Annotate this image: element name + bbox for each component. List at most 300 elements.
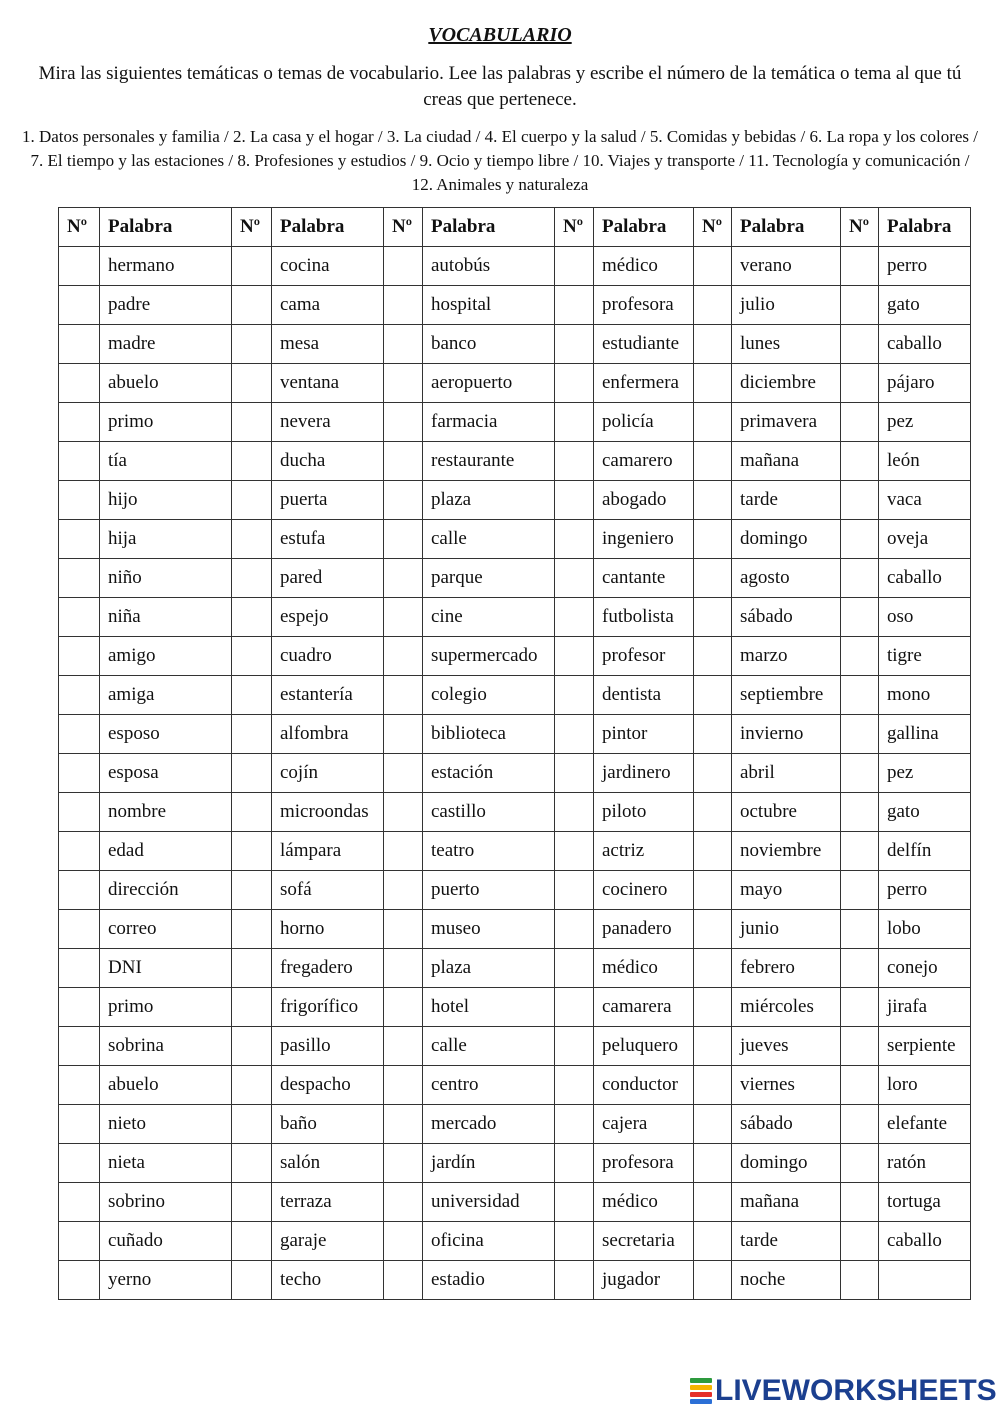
answer-number-cell[interactable] — [232, 1183, 272, 1222]
answer-number-cell[interactable] — [694, 949, 732, 988]
word-cell: lámpara — [272, 832, 384, 871]
word-cell: viernes — [732, 1066, 841, 1105]
table-row — [59, 949, 971, 988]
word-cell: lunes — [732, 325, 841, 364]
word-cell: hijo — [100, 481, 232, 520]
table-row — [59, 520, 971, 559]
answer-number-cell[interactable] — [555, 598, 594, 637]
word-cell: alfombra — [272, 715, 384, 754]
answer-number-cell[interactable] — [384, 637, 423, 676]
answer-number-cell[interactable] — [841, 871, 879, 910]
word-cell: cine — [423, 598, 555, 637]
word-cell: nieto — [100, 1105, 232, 1144]
word-cell: centro — [423, 1066, 555, 1105]
answer-number-cell[interactable] — [694, 1222, 732, 1261]
answer-number-cell[interactable] — [841, 1222, 879, 1261]
answer-number-cell[interactable] — [555, 325, 594, 364]
answer-number-cell[interactable] — [232, 832, 272, 871]
answer-number-cell[interactable] — [384, 559, 423, 598]
answer-number-cell[interactable] — [555, 520, 594, 559]
answer-number-cell[interactable] — [384, 1261, 423, 1300]
answer-number-cell[interactable] — [59, 1066, 100, 1105]
word-cell: elefante — [879, 1105, 971, 1144]
word-cell: serpiente — [879, 1027, 971, 1066]
answer-number-cell[interactable] — [555, 637, 594, 676]
answer-number-cell[interactable] — [232, 481, 272, 520]
answer-number-cell[interactable] — [841, 1144, 879, 1183]
answer-number-cell[interactable] — [384, 364, 423, 403]
answer-number-cell[interactable] — [555, 832, 594, 871]
word-cell: panadero — [594, 910, 694, 949]
answer-number-cell[interactable] — [232, 403, 272, 442]
word-cell: estufa — [272, 520, 384, 559]
word-cell: verano — [732, 247, 841, 286]
word-cell: profesora — [594, 1144, 694, 1183]
word-cell: fregadero — [272, 949, 384, 988]
word-cell: abogado — [594, 481, 694, 520]
answer-number-cell[interactable] — [694, 988, 732, 1027]
answer-number-cell[interactable] — [232, 1144, 272, 1183]
word-cell: DNI — [100, 949, 232, 988]
answer-number-cell[interactable] — [694, 715, 732, 754]
word-cell: niña — [100, 598, 232, 637]
word-cell: mayo — [732, 871, 841, 910]
answer-number-cell[interactable] — [555, 1066, 594, 1105]
answer-number-cell[interactable] — [59, 1144, 100, 1183]
column-header-word: Palabra — [594, 208, 694, 247]
answer-number-cell[interactable] — [694, 910, 732, 949]
word-cell: puerta — [272, 481, 384, 520]
word-cell: abril — [732, 754, 841, 793]
word-cell: noche — [732, 1261, 841, 1300]
answer-number-cell[interactable] — [384, 871, 423, 910]
table-row — [59, 1027, 971, 1066]
word-cell: agosto — [732, 559, 841, 598]
answer-number-cell[interactable] — [59, 793, 100, 832]
table-row — [59, 247, 971, 286]
column-header-word: Palabra — [879, 208, 971, 247]
word-cell: camarera — [594, 988, 694, 1027]
word-cell: techo — [272, 1261, 384, 1300]
word-cell: cocinero — [594, 871, 694, 910]
answer-number-cell[interactable] — [232, 364, 272, 403]
answer-number-cell[interactable] — [694, 1261, 732, 1300]
word-cell: tarde — [732, 1222, 841, 1261]
answer-number-cell[interactable] — [59, 442, 100, 481]
answer-number-cell[interactable] — [841, 1105, 879, 1144]
word-cell: amigo — [100, 637, 232, 676]
word-cell: mercado — [423, 1105, 555, 1144]
word-cell: caballo — [879, 325, 971, 364]
answer-number-cell[interactable] — [232, 442, 272, 481]
word-cell: edad — [100, 832, 232, 871]
answer-number-cell[interactable] — [59, 637, 100, 676]
answer-number-cell[interactable] — [694, 832, 732, 871]
word-cell: junio — [732, 910, 841, 949]
word-cell: niño — [100, 559, 232, 598]
answer-number-cell[interactable] — [59, 1222, 100, 1261]
logo-stripe — [690, 1392, 712, 1397]
answer-number-cell[interactable] — [841, 637, 879, 676]
answer-number-cell[interactable] — [694, 481, 732, 520]
answer-number-cell[interactable] — [59, 1027, 100, 1066]
word-cell: sobrino — [100, 1183, 232, 1222]
word-cell: microondas — [272, 793, 384, 832]
answer-number-cell[interactable] — [232, 676, 272, 715]
word-cell: sofá — [272, 871, 384, 910]
answer-number-cell[interactable] — [59, 832, 100, 871]
answer-number-cell[interactable] — [841, 910, 879, 949]
answer-number-cell[interactable] — [555, 793, 594, 832]
word-cell: diciembre — [732, 364, 841, 403]
word-cell: colegio — [423, 676, 555, 715]
word-cell: frigorífico — [272, 988, 384, 1027]
answer-number-cell[interactable] — [841, 247, 879, 286]
answer-number-cell[interactable] — [841, 754, 879, 793]
word-cell: febrero — [732, 949, 841, 988]
word-cell: jueves — [732, 1027, 841, 1066]
answer-number-cell[interactable] — [841, 949, 879, 988]
answer-number-cell[interactable] — [384, 754, 423, 793]
answer-number-cell[interactable] — [384, 325, 423, 364]
word-cell: primo — [100, 988, 232, 1027]
word-cell: profesora — [594, 286, 694, 325]
word-cell: jirafa — [879, 988, 971, 1027]
answer-number-cell[interactable] — [555, 1144, 594, 1183]
answer-number-cell[interactable] — [232, 715, 272, 754]
answer-number-cell[interactable] — [384, 520, 423, 559]
word-cell: peluquero — [594, 1027, 694, 1066]
answer-number-cell[interactable] — [555, 871, 594, 910]
answer-number-cell[interactable] — [59, 325, 100, 364]
column-header-word: Palabra — [100, 208, 232, 247]
word-cell: correo — [100, 910, 232, 949]
word-cell: conejo — [879, 949, 971, 988]
answer-number-cell[interactable] — [59, 520, 100, 559]
answer-number-cell[interactable] — [59, 403, 100, 442]
answer-number-cell[interactable] — [384, 598, 423, 637]
answer-number-cell[interactable] — [694, 403, 732, 442]
answer-number-cell[interactable] — [384, 1183, 423, 1222]
word-cell: padre — [100, 286, 232, 325]
answer-number-cell[interactable] — [841, 1261, 879, 1300]
word-cell: esposo — [100, 715, 232, 754]
answer-number-cell[interactable] — [384, 832, 423, 871]
answer-number-cell[interactable] — [384, 286, 423, 325]
answer-number-cell[interactable] — [232, 1261, 272, 1300]
word-cell: perro — [879, 247, 971, 286]
answer-number-cell[interactable] — [555, 1105, 594, 1144]
answer-number-cell[interactable] — [232, 1066, 272, 1105]
answer-number-cell[interactable] — [841, 793, 879, 832]
word-cell: profesor — [594, 637, 694, 676]
column-header-number: Nº — [232, 208, 272, 247]
answer-number-cell[interactable] — [694, 325, 732, 364]
answer-number-cell[interactable] — [384, 481, 423, 520]
answer-number-cell[interactable] — [59, 1261, 100, 1300]
word-cell: policía — [594, 403, 694, 442]
answer-number-cell[interactable] — [694, 247, 732, 286]
answer-number-cell[interactable] — [232, 559, 272, 598]
word-cell: supermercado — [423, 637, 555, 676]
answer-number-cell[interactable] — [59, 988, 100, 1027]
answer-number-cell[interactable] — [384, 247, 423, 286]
word-cell: biblioteca — [423, 715, 555, 754]
answer-number-cell[interactable] — [232, 1027, 272, 1066]
answer-number-cell[interactable] — [555, 481, 594, 520]
word-cell: garaje — [272, 1222, 384, 1261]
answer-number-cell[interactable] — [841, 325, 879, 364]
answer-number-cell[interactable] — [59, 949, 100, 988]
answer-number-cell[interactable] — [59, 910, 100, 949]
table-row — [59, 1144, 971, 1183]
answer-number-cell[interactable] — [232, 754, 272, 793]
word-cell: parque — [423, 559, 555, 598]
answer-number-cell[interactable] — [232, 1222, 272, 1261]
word-cell: primo — [100, 403, 232, 442]
word-cell: enfermera — [594, 364, 694, 403]
answer-number-cell[interactable] — [232, 988, 272, 1027]
word-cell — [879, 1261, 971, 1300]
answer-number-cell[interactable] — [232, 325, 272, 364]
answer-number-cell[interactable] — [384, 403, 423, 442]
word-cell: actriz — [594, 832, 694, 871]
answer-number-cell[interactable] — [232, 871, 272, 910]
word-cell: pintor — [594, 715, 694, 754]
answer-number-cell[interactable] — [555, 286, 594, 325]
column-header-number: Nº — [59, 208, 100, 247]
table-row — [59, 1105, 971, 1144]
themes-list: 1. Datos personales y familia / 2. La casa y el hogar / 3. La ciudad / 4. El cuerpo y la salud / 5. Comidas y bebidas / 6. La ropa y los colores / 7. El tiempo y las estaciones / 8. Profesiones y estudios / 9. Ocio y tiempo libre / 10. Viajes y transporte / 11. Tecnología y comunicación / 12. Animales y naturaleza — [21, 127, 978, 194]
answer-number-cell[interactable] — [59, 481, 100, 520]
word-cell: gallina — [879, 715, 971, 754]
word-cell: terraza — [272, 1183, 384, 1222]
answer-number-cell[interactable] — [555, 403, 594, 442]
word-cell: mañana — [732, 442, 841, 481]
answer-number-cell[interactable] — [232, 520, 272, 559]
answer-number-cell[interactable] — [694, 1183, 732, 1222]
answer-number-cell[interactable] — [694, 520, 732, 559]
word-cell: calle — [423, 520, 555, 559]
answer-number-cell[interactable] — [555, 364, 594, 403]
answer-number-cell[interactable] — [694, 793, 732, 832]
word-cell: nombre — [100, 793, 232, 832]
answer-number-cell[interactable] — [384, 676, 423, 715]
table-header-row — [59, 208, 971, 247]
answer-number-cell[interactable] — [384, 910, 423, 949]
answer-number-cell[interactable] — [232, 910, 272, 949]
word-cell: pez — [879, 403, 971, 442]
liveworksheets-logo — [690, 1375, 997, 1407]
answer-number-cell[interactable] — [841, 286, 879, 325]
logo-text: LIVEWORKSHEETS — [715, 1374, 997, 1407]
word-cell: julio — [732, 286, 841, 325]
word-cell: jugador — [594, 1261, 694, 1300]
answer-number-cell[interactable] — [59, 676, 100, 715]
answer-number-cell[interactable] — [59, 559, 100, 598]
answer-number-cell[interactable] — [841, 1027, 879, 1066]
answer-number-cell[interactable] — [841, 988, 879, 1027]
answer-number-cell[interactable] — [232, 286, 272, 325]
word-cell: puerto — [423, 871, 555, 910]
answer-number-cell[interactable] — [59, 247, 100, 286]
answer-number-cell[interactable] — [59, 598, 100, 637]
answer-number-cell[interactable] — [59, 1105, 100, 1144]
word-cell: pájaro — [879, 364, 971, 403]
word-cell: hermano — [100, 247, 232, 286]
word-cell: oso — [879, 598, 971, 637]
answer-number-cell[interactable] — [384, 1105, 423, 1144]
word-cell: noviembre — [732, 832, 841, 871]
word-cell: autobús — [423, 247, 555, 286]
answer-number-cell[interactable] — [841, 832, 879, 871]
table-row — [59, 1183, 971, 1222]
answer-number-cell[interactable] — [694, 1144, 732, 1183]
word-cell: estantería — [272, 676, 384, 715]
answer-number-cell[interactable] — [694, 871, 732, 910]
word-cell: plaza — [423, 481, 555, 520]
answer-number-cell[interactable] — [384, 442, 423, 481]
answer-number-cell[interactable] — [694, 364, 732, 403]
word-cell: vaca — [879, 481, 971, 520]
liveworksheets-mark-icon — [690, 1377, 712, 1405]
word-cell: médico — [594, 949, 694, 988]
answer-number-cell[interactable] — [694, 286, 732, 325]
answer-number-cell[interactable] — [555, 442, 594, 481]
answer-number-cell[interactable] — [555, 1261, 594, 1300]
word-cell: cajera — [594, 1105, 694, 1144]
answer-number-cell[interactable] — [555, 676, 594, 715]
answer-number-cell[interactable] — [384, 1222, 423, 1261]
worksheet-title: VOCABULARIO — [428, 24, 572, 46]
answer-number-cell[interactable] — [384, 1144, 423, 1183]
word-cell: ducha — [272, 442, 384, 481]
word-cell: ventana — [272, 364, 384, 403]
word-cell: plaza — [423, 949, 555, 988]
word-cell: nevera — [272, 403, 384, 442]
word-cell: camarero — [594, 442, 694, 481]
answer-number-cell[interactable] — [555, 754, 594, 793]
answer-number-cell[interactable] — [555, 247, 594, 286]
table-row — [59, 832, 971, 871]
answer-number-cell[interactable] — [232, 793, 272, 832]
word-cell: león — [879, 442, 971, 481]
answer-number-cell[interactable] — [694, 1027, 732, 1066]
word-cell: yerno — [100, 1261, 232, 1300]
word-cell: sobrina — [100, 1027, 232, 1066]
column-header-number: Nº — [384, 208, 423, 247]
answer-number-cell[interactable] — [384, 793, 423, 832]
answer-number-cell[interactable] — [694, 676, 732, 715]
answer-number-cell[interactable] — [555, 949, 594, 988]
answer-number-cell[interactable] — [232, 1105, 272, 1144]
column-header-word: Palabra — [272, 208, 384, 247]
answer-number-cell[interactable] — [694, 598, 732, 637]
answer-number-cell[interactable] — [841, 559, 879, 598]
table-row — [59, 1222, 971, 1261]
answer-number-cell[interactable] — [384, 1066, 423, 1105]
word-cell: hotel — [423, 988, 555, 1027]
answer-number-cell[interactable] — [384, 1027, 423, 1066]
instructions-text: Mira las siguientes temáticas o temas de vocabulario. Lee las palabras y escribe el número de la temática o tema al que tú creas que pertenece. — [38, 63, 962, 110]
word-cell: cojín — [272, 754, 384, 793]
word-cell: lobo — [879, 910, 971, 949]
answer-number-cell[interactable] — [555, 910, 594, 949]
answer-number-cell[interactable] — [841, 520, 879, 559]
answer-number-cell[interactable] — [59, 871, 100, 910]
answer-number-cell[interactable] — [232, 598, 272, 637]
answer-number-cell[interactable] — [841, 442, 879, 481]
answer-number-cell[interactable] — [841, 676, 879, 715]
answer-number-cell[interactable] — [841, 598, 879, 637]
word-cell: pared — [272, 559, 384, 598]
word-cell: despacho — [272, 1066, 384, 1105]
answer-number-cell[interactable] — [59, 715, 100, 754]
logo-stripe — [690, 1385, 712, 1390]
word-cell: oveja — [879, 520, 971, 559]
vocabulary-table-body — [59, 247, 971, 1300]
answer-number-cell[interactable] — [555, 1027, 594, 1066]
word-cell: ratón — [879, 1144, 971, 1183]
word-cell: universidad — [423, 1183, 555, 1222]
answer-number-cell[interactable] — [841, 1066, 879, 1105]
answer-number-cell[interactable] — [384, 988, 423, 1027]
answer-number-cell[interactable] — [555, 1183, 594, 1222]
answer-number-cell[interactable] — [841, 1183, 879, 1222]
answer-number-cell[interactable] — [694, 442, 732, 481]
answer-number-cell[interactable] — [555, 715, 594, 754]
answer-number-cell[interactable] — [841, 715, 879, 754]
logo-stripe — [690, 1378, 712, 1383]
answer-number-cell[interactable] — [59, 364, 100, 403]
answer-number-cell[interactable] — [384, 949, 423, 988]
answer-number-cell[interactable] — [694, 1066, 732, 1105]
answer-number-cell[interactable] — [694, 637, 732, 676]
answer-number-cell[interactable] — [694, 559, 732, 598]
table-row — [59, 676, 971, 715]
answer-number-cell[interactable] — [841, 481, 879, 520]
word-cell: conductor — [594, 1066, 694, 1105]
table-row — [59, 910, 971, 949]
word-cell: sábado — [732, 598, 841, 637]
word-cell: jardín — [423, 1144, 555, 1183]
answer-number-cell[interactable] — [841, 403, 879, 442]
word-cell: oficina — [423, 1222, 555, 1261]
table-row — [59, 286, 971, 325]
table-row — [59, 1066, 971, 1105]
answer-number-cell[interactable] — [555, 559, 594, 598]
answer-number-cell[interactable] — [555, 1222, 594, 1261]
answer-number-cell[interactable] — [384, 715, 423, 754]
answer-number-cell[interactable] — [59, 1183, 100, 1222]
answer-number-cell[interactable] — [694, 754, 732, 793]
answer-number-cell[interactable] — [232, 247, 272, 286]
vocabulary-table — [58, 207, 971, 1300]
column-header-word: Palabra — [423, 208, 555, 247]
word-cell: marzo — [732, 637, 841, 676]
word-cell: cuadro — [272, 637, 384, 676]
answer-number-cell[interactable] — [841, 364, 879, 403]
answer-number-cell[interactable] — [555, 988, 594, 1027]
table-row — [59, 481, 971, 520]
answer-number-cell[interactable] — [59, 286, 100, 325]
answer-number-cell[interactable] — [694, 1105, 732, 1144]
table-row — [59, 871, 971, 910]
answer-number-cell[interactable] — [232, 637, 272, 676]
word-cell: madre — [100, 325, 232, 364]
answer-number-cell[interactable] — [59, 754, 100, 793]
answer-number-cell[interactable] — [232, 949, 272, 988]
